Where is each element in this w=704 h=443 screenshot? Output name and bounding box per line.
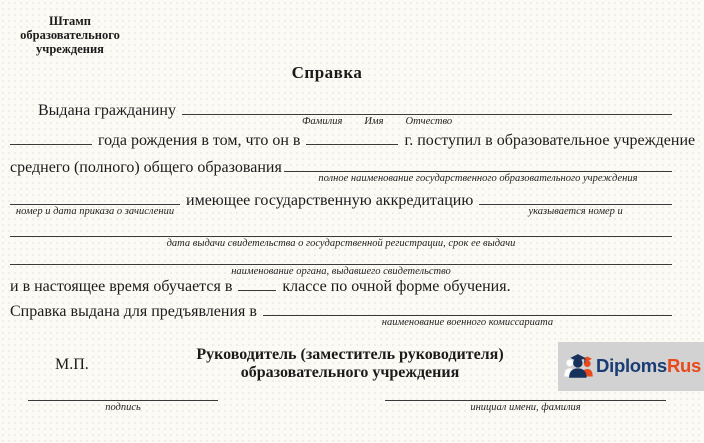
logo-text-rus: Rus	[666, 355, 701, 377]
education-level-text: среднего (полного) общего образования	[10, 159, 282, 176]
birth-year-text: года рождения в том, что он в	[98, 132, 301, 149]
line-issued-to	[10, 101, 672, 127]
grade-blank-field	[238, 279, 276, 291]
fio-hint-labels	[302, 115, 452, 128]
registration-date-hint: дата выдачи свидетельства о государственной регистрации, срок ее выдачи	[166, 238, 516, 249]
stamp-line: Штамп	[49, 14, 91, 28]
patronymic-hint: Отчество	[405, 116, 453, 127]
logo-text-diploms: Diploms	[596, 355, 667, 377]
commissariat-hint: наименование военного комиссариата	[381, 317, 554, 328]
stamp-line: учреждения	[36, 42, 104, 56]
line-issued-for	[10, 302, 672, 328]
issuing-authority-hint: наименование органа, выдавшего свидетельство	[231, 266, 451, 277]
signatory-title	[110, 346, 590, 382]
stamp-placeholder	[10, 14, 130, 56]
accreditation-number-blank-field	[479, 193, 672, 217]
line-accreditation	[10, 191, 672, 217]
current-study-text: и в настоящее время обучается в	[10, 278, 233, 295]
enrollment-order-hint: номер и дата приказа о зачислении	[15, 206, 175, 217]
stamp-line: образовательного	[20, 28, 120, 42]
commissariat-blank-field	[263, 304, 672, 328]
signature-blank-field	[28, 389, 218, 413]
signatory-title-line2: образовательного учреждения	[240, 364, 460, 381]
graduates-icon	[563, 348, 594, 386]
registration-date-blank-field	[10, 225, 672, 249]
accreditation-number-hint: указывается номер и	[528, 206, 623, 217]
stamp-place-mark: М.П.	[55, 356, 89, 373]
fio-blank-field	[182, 103, 672, 127]
logo-wordmark	[596, 357, 701, 376]
study-form-text: классе по очной форме обучения.	[282, 278, 511, 295]
issued-for-text: Справка выдана для предъявления в	[10, 303, 257, 320]
line-birth-year	[10, 131, 696, 150]
name-blank-field	[385, 389, 666, 413]
line-current-grade	[10, 277, 672, 296]
institution-name-hint: полное наименование государственного образовательного учреждения	[318, 173, 638, 184]
surname-hint: Фамилия	[301, 116, 343, 127]
name-initials-hint: инициал имени, фамилия	[470, 402, 581, 413]
name-hint: Имя	[364, 116, 384, 127]
enrolled-text: г. поступил в образовательное учреждение	[404, 132, 696, 149]
diplomsrus-logo	[558, 342, 704, 391]
birth-year-blank-field	[10, 133, 92, 145]
enroll-year-blank-field	[306, 133, 398, 145]
issuing-authority-blank-field	[10, 253, 672, 277]
accreditation-text: имеющее государственную аккредитацию	[186, 192, 474, 209]
line-issuing-authority	[10, 253, 672, 277]
issued-to-text: Выдана гражданину	[38, 102, 176, 119]
institution-name-blank-field	[284, 160, 672, 184]
document-title: Справка	[291, 63, 363, 82]
signature-hint: подпись	[105, 402, 141, 413]
line-registration-certificate	[10, 225, 672, 249]
signatory-title-line1: Руководитель (заместитель руководителя)	[196, 346, 504, 363]
line-education-level	[10, 158, 672, 184]
enrollment-order-blank-field	[10, 193, 180, 217]
